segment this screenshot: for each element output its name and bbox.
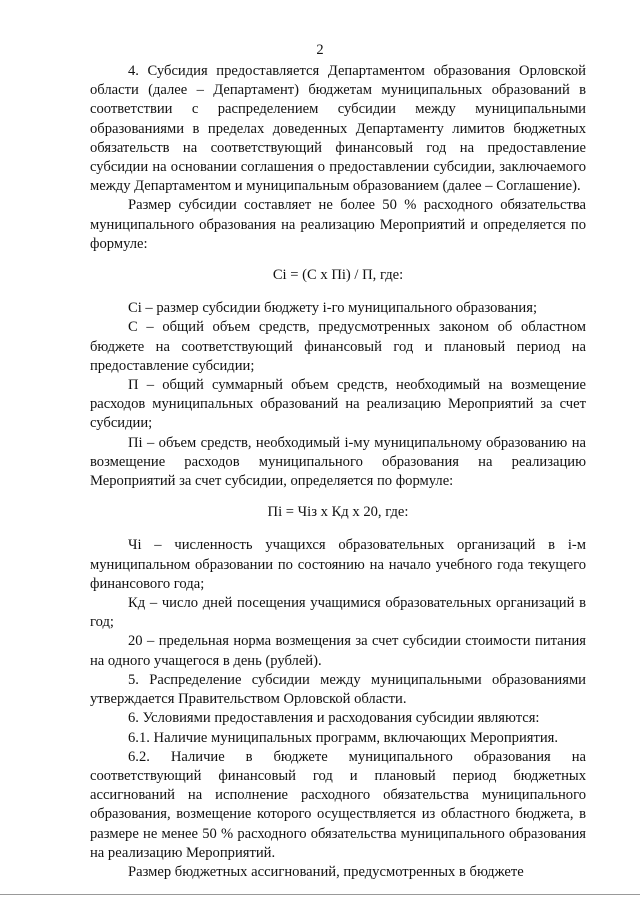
paragraph-6-1: 6.1. Наличие муниципальных программ, включающих Мероприятия.: [128, 729, 559, 746]
definition-p: П – общий суммарный объем средств, необходимый на возмещение расходов муниципальных образований на реализацию Мероприятий за счет субсидии;: [90, 377, 586, 432]
page-number: 2: [316, 42, 324, 58]
definition-c: С – общий объем средств, предусмотренных законом об областном бюджете на соответствующий финансовый год и плановый период на предоставление субсидии;: [90, 319, 586, 374]
paragraph-subsidy-size: Размер субсидии составляет не более 50 % расходного обязательства муниципального образования на реализацию Мероприятий и определяется по формуле:: [90, 197, 586, 252]
paragraph-4-subsidy-provision: 4. Субсидия предоставляется Департаментом образования Орловской области (далее – Департамент) бюджетам муниципальных образований в соответствии с распределением субсидии между муниципальными образованиями в пределах доведенных Департаменту лимитов бюджетных обязательств на соответствующий финансовый год на предоставление субсидии на основании соглашения о предоставлении субсидии, заключаемого между Департаментом и муниципальным образованием (далее – Соглашение).: [90, 63, 586, 195]
paragraph-6-2: 6.2. Наличие в бюджете муниципального образования на соответствующий финансовый год и плановый период бюджетных ассигнований на исполнение расходного обязательства муниципального образования, возмещение которого осуществляется из областного бюджета, в размере не менее 50 % расходного обязательства муниципального образования на реализацию Мероприятий.: [90, 748, 586, 861]
definition-20: 20 – предельная норма возмещения за счет субсидии стоимости питания на одного учащегося в день (рублей).: [90, 633, 586, 669]
definition-ci: Сi – размер субсидии бюджету i-го муниципального образования;: [128, 300, 537, 317]
definition-kd: Кд – число дней посещения учащимися образовательных организаций в год;: [90, 595, 586, 631]
paragraph-5-distribution: 5. Распределение субсидии между муниципальными образованиями утверждается Правительством Орловской области.: [90, 671, 586, 708]
definition-chi: Чi – численность учащихся образовательных организаций в i-м муниципальном образовании по состоянию на начало учебного года текущего финансового года;: [90, 537, 586, 592]
paragraph-budget-allocations: Размер бюджетных ассигнований, предусмотренных в бюджете: [128, 863, 524, 880]
page-bottom-divider: [0, 894, 640, 895]
formula-ci: Сi = (С х Пi) / П, где:: [272, 267, 404, 284]
paragraph-6-conditions: 6. Условиями предоставления и расходования субсидии являются:: [128, 710, 540, 727]
formula-pi: Пi = Чiз х Кд х 20, где:: [267, 504, 409, 521]
definition-pi: Пi – объем средств, необходимый i-му муниципальному образованию на возмещение расходов муниципального образования на реализацию Мероприятий за счет субсидии, определяется по формуле:: [90, 434, 586, 490]
document-body: [90, 62, 586, 882]
